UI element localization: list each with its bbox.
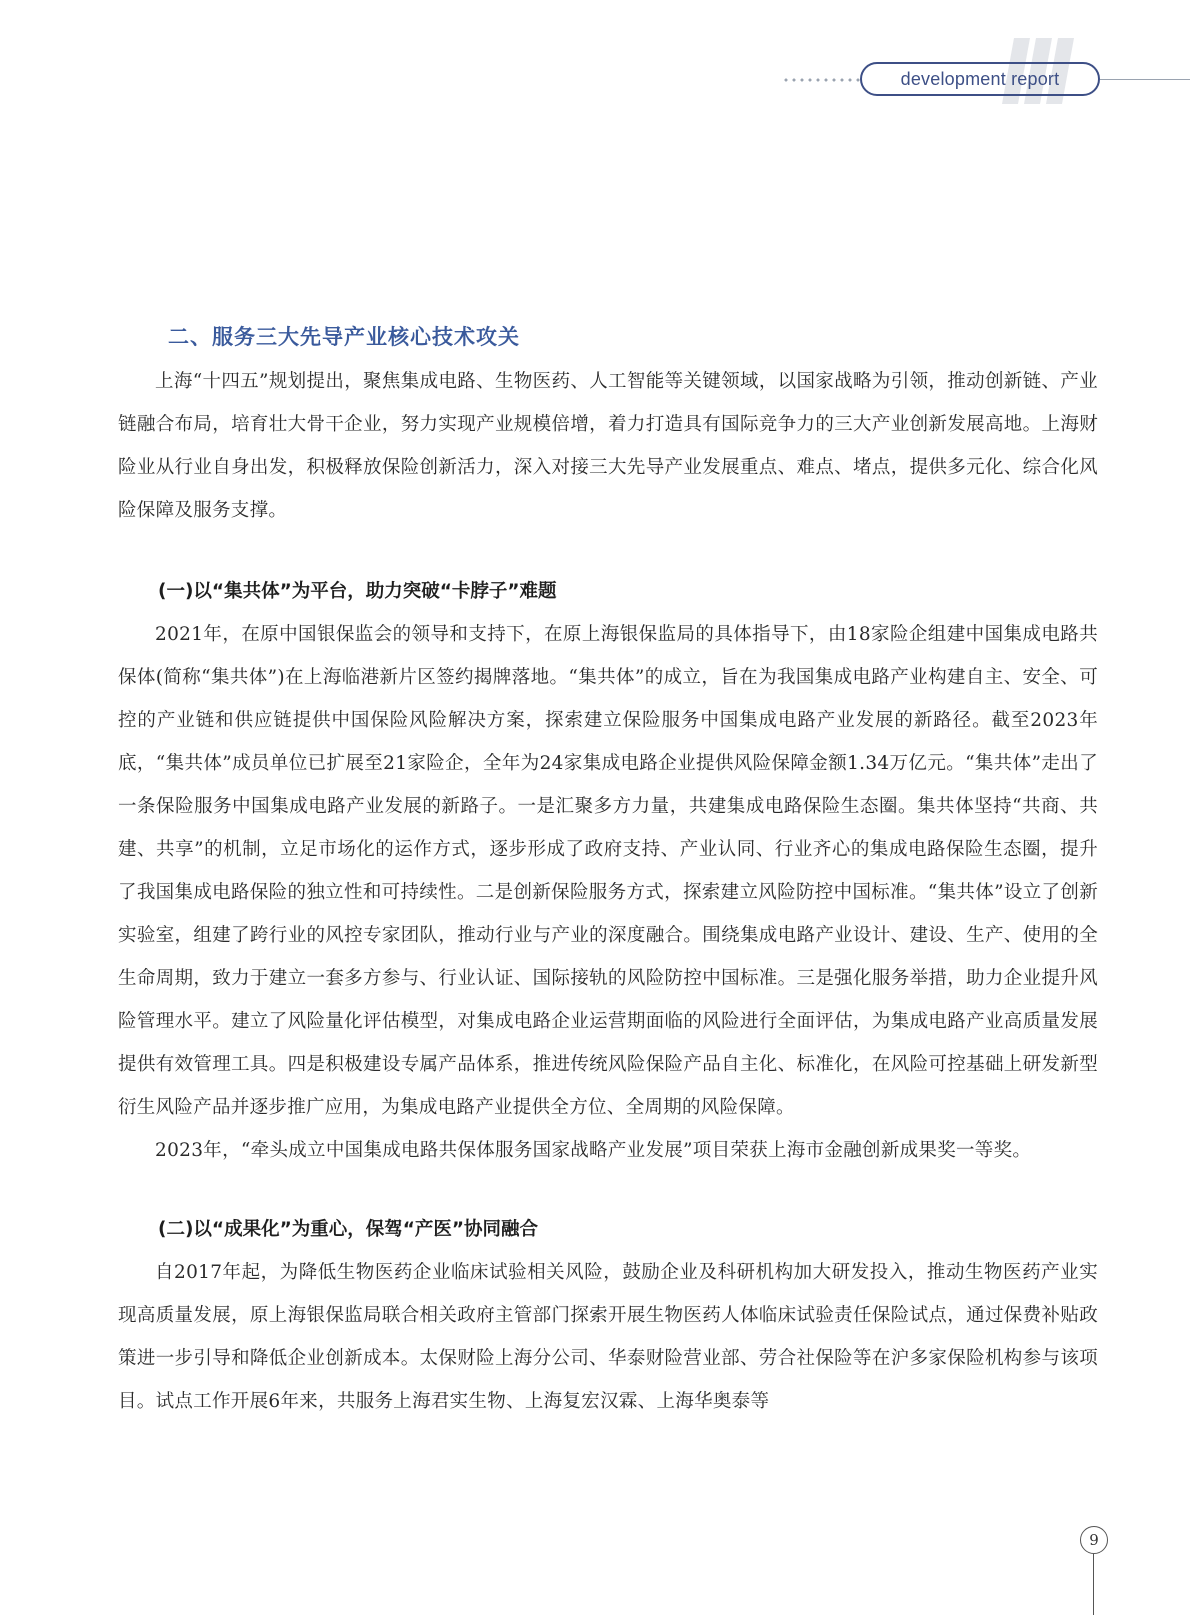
subsection-1-paragraph-1: 2021年，在原中国银保监会的领导和支持下，在原上海银保监局的具体指导下，由18家险企组建中国集成电路共保体(简称“集共体”)在上海临港新片区签约揭牌落地。“集共体”的成立，旨在为我国集成电路产业构建自主、安全、可控的产业链和供应链提供中国保险风险解决方案，探索建立保险服务中国集成电路产业发展的新路径。截至2023年底，“集共体”成员单位已扩展至21家险企，全年为24家集成电路企业提供风险保障金额1.34万亿元。“集共体”走出了一条保险服务中国集成电路产业发展的新路子。一是汇聚多方力量，共建集成电路保险生态圈。集共体坚持“共商、共建、共享”的机制，立足市场化的运作方式，逐步形成了政府支持、产业认同、行业齐心的集成电路保险生态圈，提升了我国集成电路保险的独立性和可持续性。二是创新保险服务方式，探索建立风险防控中国标准。“集共体”设立了创新实验室，组建了跨行业的风控专家团队，推动行业与产业的深度融合。围绕集成电路产业设计、建设、生产、使用的全生命周期，致力于建立一套多方参与、行业认证、国际接轨的风险防控中国标准。三是强化服务举措，助力企业提升风险管理水平。建立了风险量化评估模型，对集成电路企业运营期面临的风险进行全面评估，为集成电路产业高质量发展提供有效管理工具。四是积极建设专属产品体系，推进传统风险保险产品自主化、标准化，在风险可控基础上研发新型衍生风险产品并逐步推广应用，为集成电路产业提供全方位、全周期的风险保障。: [118, 624, 1098, 1118]
subsection-2-title: (二)以“成果化”为重心，保驾“产医”协同融合: [158, 1219, 539, 1240]
page-number-rule: [1093, 1554, 1094, 1615]
header-rule: [1100, 79, 1190, 80]
header-label: development report: [860, 62, 1100, 96]
subsection-1-title: (一)以“集共体”为平台，助力突破“卡脖子”难题: [158, 581, 557, 602]
section-title: 二、服务三大先导产业核心技术攻关: [168, 325, 520, 349]
subsection-1-paragraph-2: 2023年，“牵头成立中国集成电路共保体服务国家战略产业发展”项目荣获上海市金融创新成果奖一等奖。: [155, 1140, 1032, 1161]
article-body: [118, 322, 1098, 1423]
header-dotted-rule: [782, 78, 862, 82]
page-number: 9: [1080, 1526, 1108, 1554]
section-intro-paragraph: 上海“十四五”规划提出，聚焦集成电路、生物医药、人工智能等关键领域，以国家战略为引领，推动创新链、产业链融合布局，培育壮大骨干企业，努力实现产业规模倍增，着力打造具有国际竞争力的三大产业创新发展高地。上海财险业从行业自身出发，积极释放保险创新活力，深入对接三大先导产业发展重点、难点、堵点，提供多元化、综合化风险保障及服务支撑。: [118, 371, 1098, 521]
subsection-2-paragraph-1: 自2017年起，为降低生物医药企业临床试验相关风险，鼓励企业及科研机构加大研发投入，推动生物医药产业实现高质量发展，原上海银保监局联合相关政府主管部门探索开展生物医药人体临床试验责任保险试点，通过保费补贴政策进一步引导和降低企业创新成本。太保财险上海分公司、华泰财险营业部、劳合社保险等在沪多家保险机构参与该项目。试点工作开展6年来，共服务上海君实生物、上海复宏汉霖、上海华奥泰等: [118, 1262, 1098, 1412]
